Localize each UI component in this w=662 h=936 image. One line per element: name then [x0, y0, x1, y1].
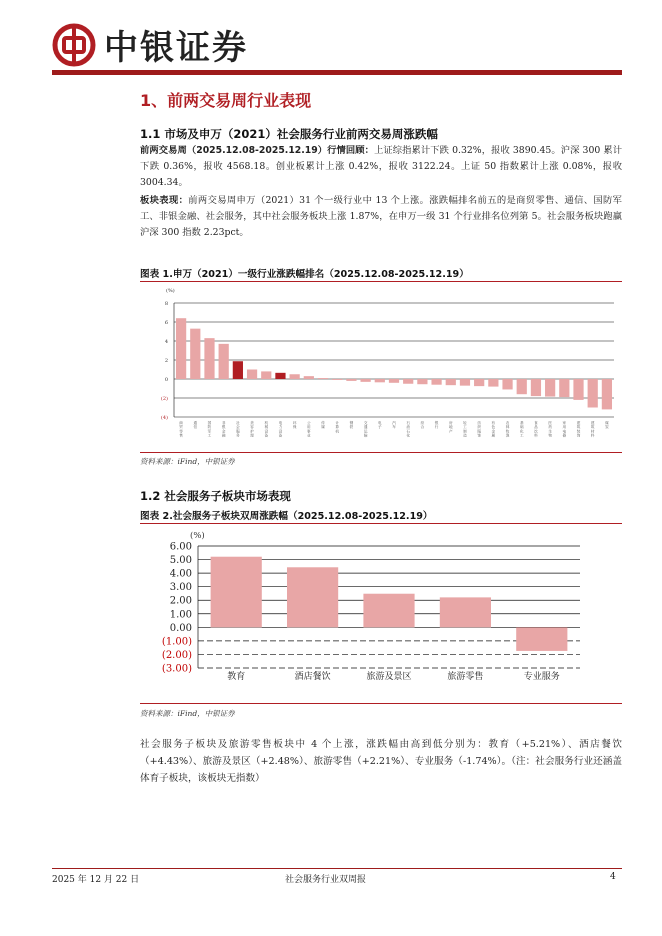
chart2-y-tick-label: 0.00 [169, 622, 192, 634]
chart2-y-tick-label: 1.00 [169, 609, 192, 621]
chart1-x-tick-label [307, 420, 311, 438]
sector-performance-paragraph [140, 193, 622, 241]
industry-ranking-chart [140, 283, 622, 448]
chart1-x-tick-char: 化 [519, 429, 524, 434]
chart1-x-tick-label [335, 420, 339, 433]
chart1-x-tick-label [250, 420, 254, 438]
chart1-x-tick-char: 生 [548, 429, 552, 434]
chart1-y-tick-label: (2) [160, 396, 168, 402]
chart1-x-tick-label [378, 420, 382, 429]
chart1-x-tick-char: 事 [307, 429, 311, 434]
chart1-x-tick-char: 电 [278, 421, 283, 425]
chart1-x-tick-char: 服 [236, 429, 240, 434]
chart1-x-tick-char: 材 [590, 429, 595, 434]
chart1-x-tick-char: 电 [562, 429, 567, 434]
chart1-x-tick-char: 汽 [392, 421, 396, 425]
chart1-x-tick-char: 算 [335, 425, 340, 430]
chart1-x-tick-char: 理 [250, 433, 254, 438]
chart1-x-tick-char: 国 [207, 421, 212, 425]
chart1-x-tick-char: 环 [292, 421, 297, 425]
chart1-x-tick-char: 饰 [576, 433, 581, 438]
chart2-y-tick-label: 5.00 [169, 555, 192, 567]
chart1-x-tick-char: 力 [278, 425, 283, 430]
subsection2-title: 1.2 社会服务子板块市场表现 [140, 489, 291, 503]
figure2-source: 资料来源：iFind，中银证券 [140, 709, 235, 718]
chart1-bar [332, 379, 342, 380]
chart2-x-tick-label: 旅游及景区 [366, 672, 412, 682]
chart1-x-tick-char: 信 [193, 425, 198, 430]
chart1-x-tick-char: 属 [491, 433, 496, 438]
chart1-x-tick-char: 建 [576, 421, 581, 425]
chart1-bar [460, 379, 470, 386]
chart1-bar [573, 379, 583, 400]
chart1-x-tick-char: 造 [463, 433, 467, 438]
page-header [0, 0, 662, 80]
chart1-x-tick-char: 用 [307, 425, 311, 430]
chart2-x-tick-label: 旅游零售 [447, 672, 484, 682]
chart1-x-tick-char: 容 [250, 425, 254, 430]
chart1-x-tick-char: 输 [363, 433, 368, 438]
chart1-x-tick-label [534, 420, 538, 438]
chart1-x-tick-char: 工 [519, 433, 524, 438]
chart1-x-tick-char: 工 [463, 425, 467, 430]
chart1-x-tick-char: 售 [179, 433, 183, 438]
chart1-x-tick-label [605, 420, 609, 429]
chart1-x-tick-label [591, 420, 595, 438]
chart1-bar [517, 379, 527, 394]
chart1-x-tick-char: 设 [278, 429, 283, 434]
chart2-bar [516, 627, 567, 651]
chart1-x-tick-label [279, 420, 283, 438]
chart1-x-tick-char: 装 [576, 429, 581, 434]
chart2-x-tick-label: 教育 [227, 672, 246, 682]
chart1-x-tick-char: 有 [491, 421, 496, 425]
chart1-x-tick-char: 建 [590, 421, 595, 425]
chart1-x-tick-label [364, 420, 368, 438]
chart1-y-tick-label: 2 [164, 358, 168, 364]
chart2-y-tick-label: (1.00) [161, 636, 192, 648]
chart1-x-tick-char: 媒 [321, 425, 325, 430]
chart1-x-tick-char: 子 [378, 425, 382, 430]
subsection-title: 1.1 市场及申万（2021）社会服务行业前两交易周涨跌幅 [140, 127, 438, 141]
chart1-x-tick-char: 房 [448, 421, 453, 425]
chart1-x-tick-char: 贸 [179, 425, 183, 430]
chart1-x-tick-char: 制 [463, 429, 467, 434]
chart1-x-tick-char: 商 [179, 421, 183, 425]
market-review-lead: 前两交易周（2025.12.08-2025.12.19）行情回顾： [140, 145, 375, 156]
market-review-paragraph [140, 143, 622, 191]
chart1-x-tick-label [506, 420, 510, 438]
chart1-x-tick-label [463, 420, 467, 438]
chart2-y-tick-label: (2.00) [161, 649, 192, 661]
chart2-bar [211, 557, 262, 628]
chart2-y-tick-label: (3.00) [161, 663, 192, 675]
chart1-bar [502, 379, 512, 389]
chart1-y-tick-label: 0 [164, 377, 168, 383]
chart1-x-tick-char: 传 [321, 421, 325, 425]
chart1-x-tick-char: 牧 [505, 429, 510, 434]
chart1-x-tick-char: 通 [363, 425, 368, 430]
sector-performance-body: 前两交易周申万（2021）31 个一级行业中 13 个上涨。涨跌幅排名前五的是商贸零售、通信、国防军工、非银金融、社会服务，其中社会服务板块上涨 1.87%，在申万一级 31 个行业排名位列第 5。社会服务板块跑赢沪深 300 指数 2.23pct。 [140, 195, 622, 238]
chart1-x-tick-char: 工 [207, 433, 212, 438]
chart1-x-tick-char: 融 [221, 433, 226, 438]
figure1-top-rule [140, 281, 622, 282]
chart1-x-tick-label [577, 420, 581, 438]
chart1-x-tick-label [179, 420, 183, 438]
chart1-bar [559, 379, 569, 397]
chart1-bar [346, 379, 356, 381]
chart1-x-tick-char: 物 [548, 433, 552, 438]
chart1-x-tick-char: 公 [307, 421, 311, 425]
footer-rule [52, 868, 622, 869]
chart1-bar [446, 379, 456, 385]
chart1-x-tick-label [222, 420, 226, 438]
chart1-x-tick-label [435, 420, 439, 429]
chart1-bar [318, 378, 328, 379]
chart1-x-tick-label [520, 420, 524, 438]
chart1-x-tick-char: 品 [534, 425, 538, 430]
footer-report-name: 社会服务行业双周报 [285, 875, 367, 885]
chart2-y-tick-label: 2.00 [169, 595, 192, 607]
chart1-x-tick-label [236, 420, 240, 438]
chart1-x-tick-label [449, 420, 453, 433]
chart1-x-tick-char: 金 [221, 429, 226, 434]
chart1-x-tick-label [406, 420, 410, 438]
figure1-title: 图表 1.申万（2021）一级行业涨跌幅排名（2025.12.08-2025.12.19） [140, 269, 469, 280]
chart1-bar [176, 318, 186, 379]
chart1-x-tick-char: 础 [519, 425, 524, 430]
chart1-x-tick-char: 石 [406, 421, 410, 425]
chart1-x-tick-char: 防 [207, 425, 212, 430]
chart1-x-tick-char: 计 [335, 421, 340, 425]
chart1-x-tick-label [421, 420, 425, 429]
chart1-x-tick-char: 合 [420, 425, 425, 430]
chart1-x-tick-char: 交 [363, 421, 368, 425]
chart1-bar [602, 379, 612, 409]
chart1-y-tick-label: (4) [160, 415, 168, 421]
chart1-x-tick-label [392, 420, 396, 429]
chart1-x-tick-char: 石 [406, 429, 410, 434]
chart1-x-tick-char: 务 [236, 433, 240, 438]
sub-sector-chart [140, 526, 622, 702]
chart2-bar [363, 594, 414, 628]
sector-performance-lead: 板块表现： [140, 195, 189, 206]
chart1-x-tick-char: 通 [193, 421, 198, 425]
chart1-x-tick-char: 零 [179, 429, 183, 434]
chart1-x-tick-char: 农 [505, 421, 510, 425]
chart1-x-tick-char: 化 [406, 433, 410, 438]
chart1-x-tick-char: 服 [477, 429, 481, 434]
chart1-bar [190, 329, 200, 379]
chart1-x-tick-char: 器 [562, 433, 567, 438]
chart1-x-tick-label [264, 420, 268, 438]
chart1-x-tick-char: 食 [534, 421, 538, 425]
chart1-y-tick-label: 4 [164, 339, 168, 345]
chart1-x-tick-char: 备 [278, 433, 283, 438]
chart1-bar [375, 379, 385, 382]
chart1-x-tick-char: 美 [250, 421, 254, 425]
chart1-bar [275, 373, 285, 379]
figure2-title: 图表 2.社会服务子板块双周涨跌幅（2025.12.08-2025.12.19） [140, 511, 433, 522]
chart1-x-tick-char: 银 [221, 425, 226, 430]
chart1-x-tick-char: 渔 [505, 433, 510, 438]
page-number: 4 [610, 872, 616, 882]
chart1-x-tick-char: 保 [292, 425, 297, 430]
chart1-bar [545, 379, 555, 397]
section-title: 1、前两交易周行业表现 [140, 91, 312, 110]
chart1-x-tick-char: 行 [434, 425, 439, 430]
chart1-x-tick-label [563, 420, 567, 438]
chart1-x-tick-char: 轻 [463, 421, 467, 425]
figure1-bottom-rule [140, 452, 622, 453]
chart1-x-tick-char: 社 [236, 421, 240, 425]
chart1-x-tick-char: 综 [420, 421, 425, 425]
chart1-x-tick-label [350, 420, 354, 429]
chart1-x-tick-char: 业 [307, 433, 311, 438]
chart1-bar [531, 379, 541, 396]
chart1-bar [488, 379, 498, 387]
chart1-x-tick-char: 饰 [477, 433, 481, 438]
conclusion-paragraph: 社会服务子板块及旅游零售板块中 4 个上涨，涨跌幅由高到低分别为：教育（+5.21%）、酒店餐饮（+4.43%）、旅游及景区（+2.48%）、旅游零售（+2.21%）、专业服务（-1.74%）。（注：社会服务行业还涵盖体育子板块，该板块无指数） [140, 739, 622, 784]
chart1-bar [204, 338, 214, 379]
chart1-x-tick-char: 机 [264, 421, 269, 425]
chart1-bar [219, 344, 229, 379]
chart1-x-tick-char: 基 [519, 421, 524, 425]
chart1-bar [588, 379, 598, 408]
bank-of-china-logo-icon [52, 23, 96, 67]
chart1-x-tick-char: 油 [406, 425, 410, 430]
chart1-x-tick-char: 纺 [477, 421, 481, 425]
chart1-x-tick-label [293, 420, 297, 429]
chart1-x-tick-label [208, 420, 212, 438]
chart1-bar [389, 379, 399, 383]
chart1-x-tick-char: 筑 [590, 425, 595, 430]
chart1-x-tick-char: 医 [548, 421, 552, 425]
market-review-body: 上证综指累计下跌 0.32%，报收 3890.45。沪深 300 累计下跌 0.36%，报收 4568.18。创业板累计上涨 0.42%，报收 3122.24。上证 50 指数累计上涨 0.08%，报收 3004.34。 [140, 145, 622, 188]
figure2-top-rule [140, 523, 622, 524]
chart2-y-tick-label: 3.00 [169, 582, 192, 594]
chart1-x-tick-char: 料 [534, 433, 538, 438]
footer-date: 2025 年 12 月 22 日 [52, 875, 140, 885]
chart1-bar [474, 379, 484, 386]
chart1-x-tick-char: 护 [250, 429, 254, 434]
chart1-x-tick-label [193, 420, 197, 429]
chart2-x-tick-label: 专业服务 [523, 672, 560, 682]
chart1-bar [290, 374, 300, 379]
chart1-x-tick-char: 药 [548, 425, 552, 430]
chart1-bar [361, 379, 371, 382]
chart1-x-tick-char: 用 [562, 425, 567, 430]
chart1-x-tick-label [321, 420, 325, 429]
chart1-x-tick-char: 机 [335, 429, 340, 434]
chart1-x-tick-char: 军 [207, 429, 212, 434]
brand-logo [52, 20, 248, 69]
chart1-x-tick-char: 铁 [349, 425, 354, 430]
chart2-bar [440, 597, 491, 627]
chart1-x-tick-label [548, 420, 552, 438]
chart1-bar [417, 379, 427, 384]
chart1-x-tick-char: 金 [491, 429, 496, 434]
chart1-bar [247, 370, 257, 380]
figure1-source: 资料来源：iFind，中银证券 [140, 457, 235, 466]
chart1-x-tick-char: 会 [236, 425, 240, 430]
chart1-x-tick-label [492, 420, 496, 438]
chart2-y-tick-label: 6.00 [169, 541, 192, 553]
chart1-bar [233, 361, 243, 379]
chart1-x-tick-char: 筑 [576, 425, 581, 430]
chart1-bar [304, 376, 314, 379]
chart1-x-tick-char: 钢 [349, 421, 354, 425]
figure2-bottom-rule [140, 703, 622, 704]
chart1-x-tick-char: 银 [434, 421, 439, 425]
chart1-x-tick-char: 产 [448, 429, 453, 434]
chart1-x-tick-char: 非 [221, 421, 226, 425]
chart1-x-tick-label [477, 420, 481, 438]
chart1-x-tick-char: 地 [448, 425, 453, 430]
chart1-x-tick-char: 械 [264, 425, 269, 430]
chart2-y-axis-unit: (%) [190, 531, 205, 541]
chart1-x-tick-char: 饮 [534, 429, 538, 434]
header-rule [52, 70, 622, 75]
chart1-x-tick-char: 色 [491, 425, 496, 430]
chart2-bar [287, 567, 338, 627]
chart2-y-tick-label: 4.00 [169, 568, 192, 580]
chart1-y-tick-label: 6 [164, 320, 168, 326]
chart2-x-tick-label: 酒店餐饮 [294, 672, 331, 682]
chart1-x-tick-char: 车 [392, 425, 396, 430]
chart1-bar [431, 379, 441, 385]
chart1-y-tick-label: 8 [164, 301, 168, 307]
chart1-x-tick-char: 林 [505, 425, 510, 430]
chart1-x-tick-char: 织 [477, 425, 481, 430]
chart1-x-tick-char: 运 [363, 429, 368, 434]
chart1-y-axis-unit: (%) [166, 288, 175, 294]
chart1-bar [261, 371, 271, 379]
chart1-x-tick-char: 设 [264, 429, 269, 434]
chart1-x-tick-char: 备 [264, 433, 269, 438]
chart1-x-tick-char: 家 [562, 421, 567, 425]
chart1-x-tick-char: 煤 [605, 421, 609, 425]
chart1-bar [403, 379, 413, 384]
brand-name: 中银证券 [104, 28, 248, 68]
chart1-x-tick-char: 电 [378, 421, 382, 425]
chart1-x-tick-char: 料 [590, 433, 595, 438]
chart1-x-tick-char: 炭 [605, 425, 609, 430]
